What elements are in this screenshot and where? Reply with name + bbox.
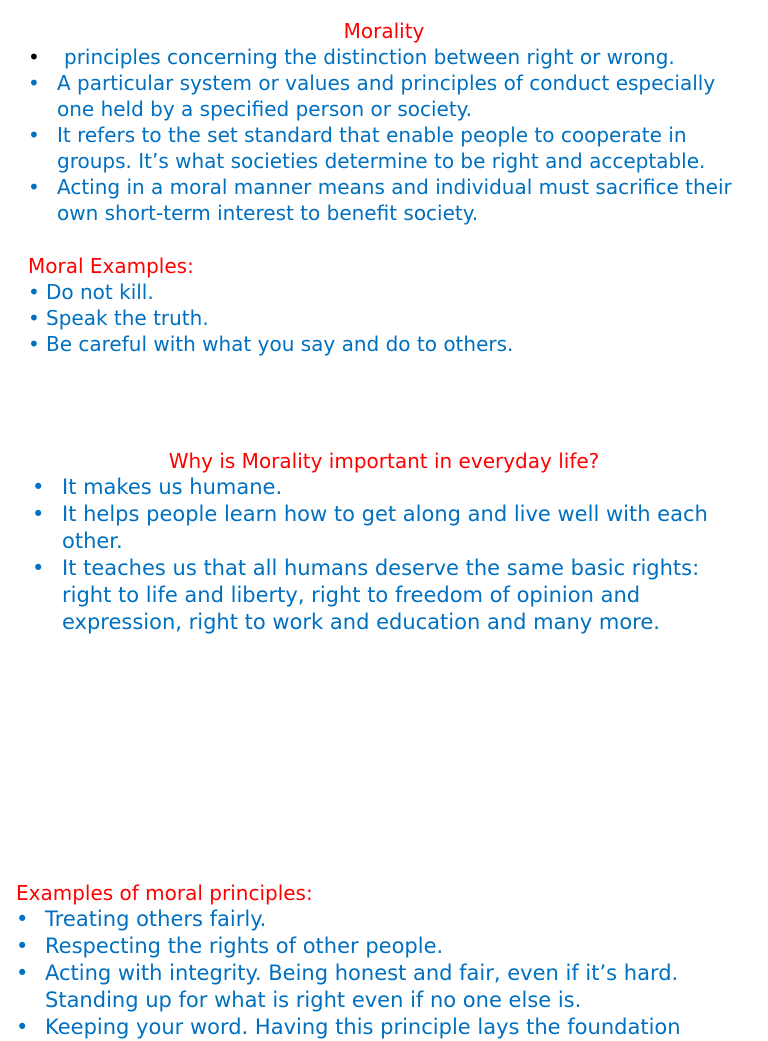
bullet-icon: • [28,332,40,356]
list-item: • Treating others fairly. [16,907,267,931]
list-item: • principles concerning the distinction between right or wrong. [28,45,675,69]
morality-definition-list [28,44,748,226]
list-item: • Be careful with what you say and do to others. [28,332,514,356]
list-item: • Acting in a moral manner means and individual must sacrifice their own short-term interest to benefit society. [28,175,732,225]
list-item: • It makes us humane. [32,475,283,499]
bullet-icon: • [16,1015,29,1039]
importance-heading: Why is Morality important in everyday life? [168,449,600,473]
bullet-icon: • [28,123,40,147]
moral-examples-list [28,279,748,357]
bullet-icon: • [16,907,29,931]
bullet-icon: • [16,961,29,985]
moral-examples-section [28,253,748,357]
bullet-icon: • [28,71,40,95]
bullet-icon: • [32,475,45,499]
moral-principles-section [16,880,756,1041]
bullet-icon: • [28,306,40,330]
list-item: • It teaches us that all humans deserve the same basic rights: right to life and liberty, right to freedom of opinion and expression, right to work and education and many more. [32,556,700,634]
list-item: • Acting with integrity. Being honest and fair, even if it’s hard. Standing up for what is right even if no one else is. [16,961,679,1012]
bullet-icon: • [16,934,29,958]
moral-principles-list [16,906,756,1041]
list-item: • It refers to the set standard that enable people to cooperate in groups. It’s what societies determine to be right and acceptable. [28,123,706,173]
bullet-icon: • [32,556,45,580]
moral-principles-heading: Examples of moral principles: [16,881,313,905]
bullet-icon: • [28,175,40,199]
list-item: • Keeping your word. Having this principle lays the foundation [16,1015,681,1039]
morality-heading: Morality [343,19,425,43]
morality-section [0,18,768,226]
bullet-icon: • [28,45,40,69]
list-item: • A particular system or values and principles of conduct especially one held by a specified person or society. [28,71,716,121]
bullet-icon: • [32,502,45,526]
moral-examples-heading: Moral Examples: [28,254,194,278]
list-item: • Respecting the rights of other people. [16,934,444,958]
importance-list [32,474,752,636]
importance-section [0,448,768,636]
bullet-icon: • [28,280,40,304]
list-item: • It helps people learn how to get along and live well with each other. [32,502,708,553]
list-item: • Speak the truth. [28,306,209,330]
list-item: • Do not kill. [28,280,154,304]
